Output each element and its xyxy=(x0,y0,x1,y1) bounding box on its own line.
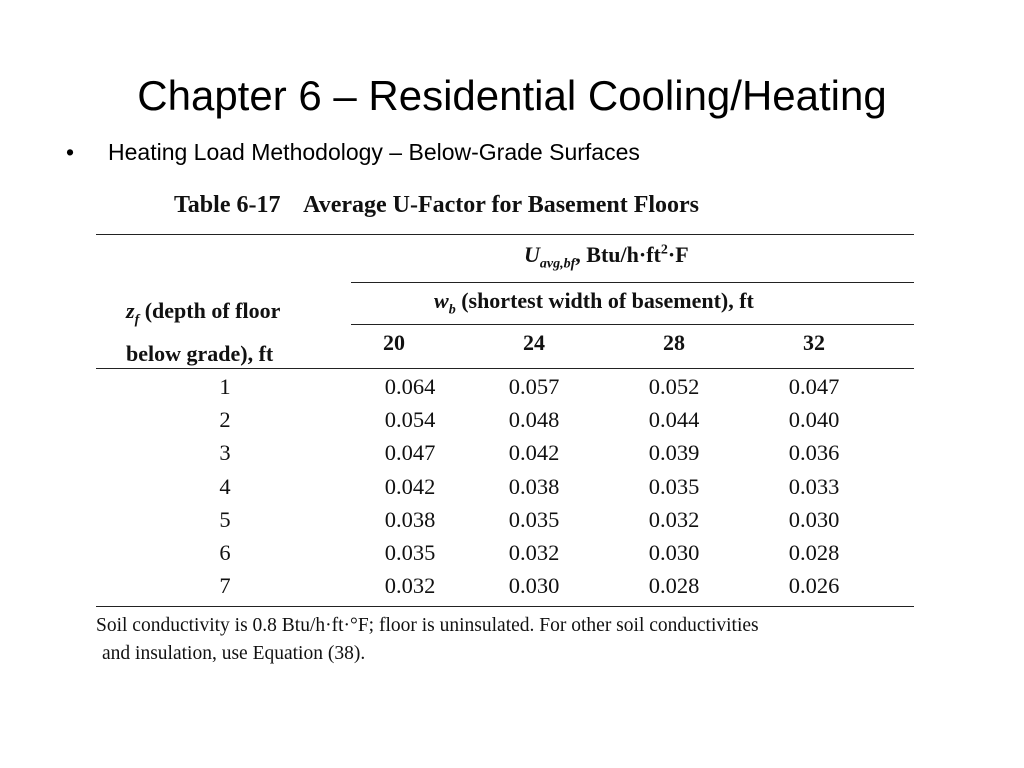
row-depth-label: 1 xyxy=(219,374,231,399)
u-factor-cell: 0.035 xyxy=(648,473,700,499)
u-factor-cell: 0.047 xyxy=(788,374,840,399)
u-factor-cell: 0.033 xyxy=(788,473,840,499)
footnote-line: Soil conductivity is 0.8 Btu/h·ft·°F; floor is uninsulated. For other soil conductivities xyxy=(96,615,759,636)
u-factor-cell: 0.035 xyxy=(508,506,560,532)
table-caption: Table 6-17 Average U-Factor for Basement Floors xyxy=(174,192,700,218)
row-depth-label: 3 xyxy=(219,440,231,466)
u-factor-cell: 0.030 xyxy=(508,573,560,599)
u-factor-cell: 0.032 xyxy=(384,573,436,599)
table-footnote xyxy=(96,612,926,668)
slide-title: Chapter 6 – Residential Cooling/Heating xyxy=(137,72,887,119)
u-factor-cell: 0.030 xyxy=(788,506,840,532)
header-depth-stub: $z_f$ (depth of floor below grade), ft xyxy=(126,298,281,367)
u-factor-cell: 0.057 xyxy=(508,374,560,399)
u-factor-cell: 0.042 xyxy=(384,473,436,499)
header-rule-2 xyxy=(351,324,914,325)
u-factor-cell: 0.038 xyxy=(508,473,560,499)
u-factor-cell: 0.028 xyxy=(788,540,840,565)
u-factor-cell: 0.042 xyxy=(508,440,560,466)
header-rule-1 xyxy=(351,282,914,283)
u-factor-cell: 0.028 xyxy=(648,573,700,599)
u-factor-cell: 0.026 xyxy=(788,573,840,599)
u-factor-cell: 0.054 xyxy=(384,407,436,433)
bullet-icon: • xyxy=(66,139,75,165)
table-top-rule xyxy=(96,234,914,235)
u-factor-cell: 0.047 xyxy=(384,440,436,466)
u-factor-cell: 0.035 xyxy=(384,540,436,565)
column-header: 32 xyxy=(803,330,825,355)
u-factor-cell: 0.038 xyxy=(384,506,436,532)
u-factor-cell: 0.040 xyxy=(788,407,840,433)
header-u-factor: $U_{avg,bf}$, Btu/$h\cdot ft^2\cdot F$ xyxy=(524,242,689,272)
header-bottom-rule xyxy=(96,368,914,369)
row-depth-label: 2 xyxy=(219,407,231,433)
row-depth-label: 6 xyxy=(219,540,231,565)
bullet-text: Heating Load Methodology – Below-Grade Surfaces xyxy=(108,139,640,165)
column-header: 28 xyxy=(663,330,685,355)
footnote-line: and insulation, use Equation (38). xyxy=(102,643,366,664)
u-factor-cell: 0.044 xyxy=(648,407,700,433)
header-basement-width: $w_b$ (shortest width of basement), ft xyxy=(434,288,754,318)
u-factor-cell: 0.032 xyxy=(648,506,700,532)
u-factor-cell: 0.064 xyxy=(384,374,436,399)
u-factor-cell: 0.036 xyxy=(788,440,840,466)
u-factor-cell: 0.030 xyxy=(648,540,700,565)
row-depth-label: 5 xyxy=(219,506,231,532)
bullet-item xyxy=(66,137,640,167)
u-factor-cell: 0.052 xyxy=(648,374,700,399)
u-factor-cell: 0.032 xyxy=(508,540,560,565)
row-depth-label: 7 xyxy=(219,573,231,599)
column-header: 24 xyxy=(523,330,545,355)
u-factor-cell: 0.048 xyxy=(508,407,560,433)
u-factor-cell: 0.039 xyxy=(648,440,700,466)
row-depth-label: 4 xyxy=(219,473,231,499)
table-bottom-rule xyxy=(96,606,914,607)
column-header: 20 xyxy=(383,330,405,355)
